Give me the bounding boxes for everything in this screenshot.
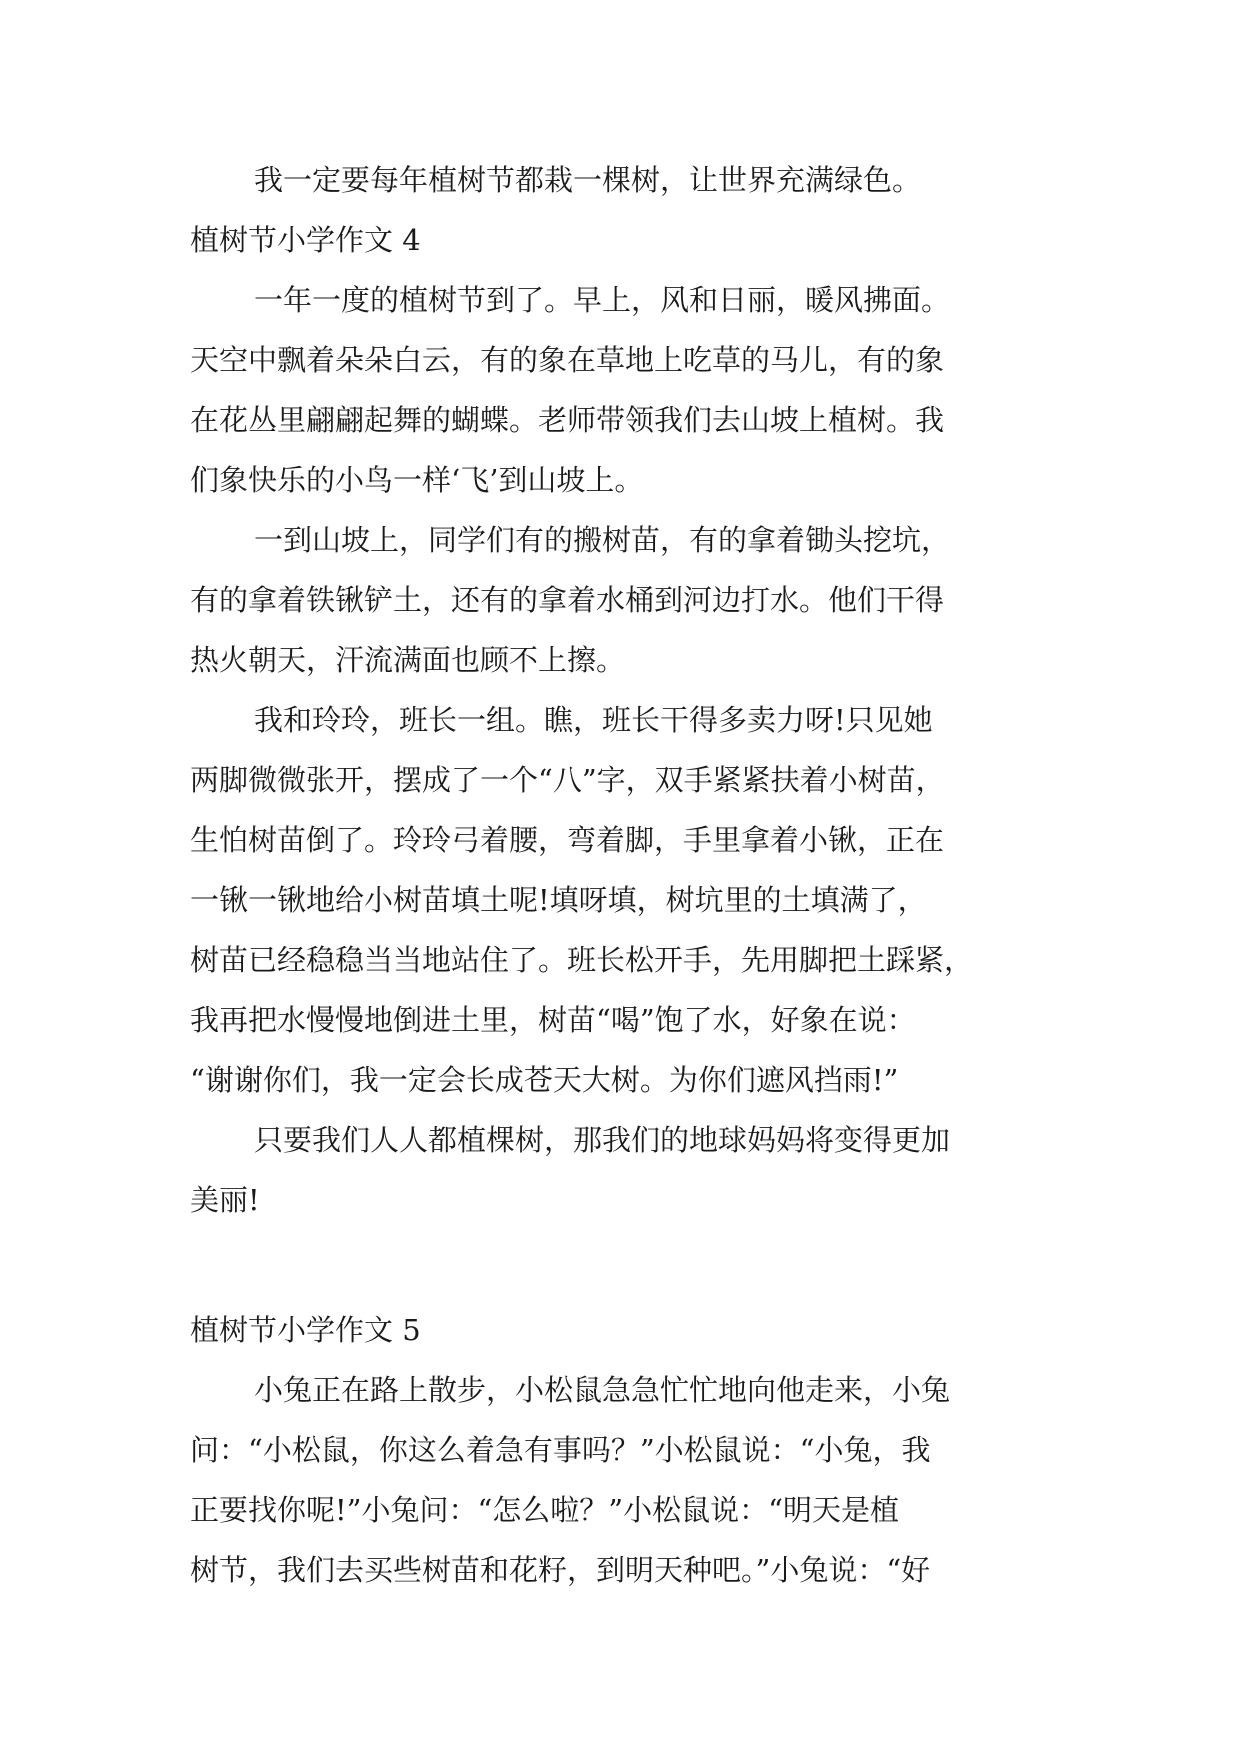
paragraph-line: 正要找你呢!”小兔问：“怎么啦？”小松鼠说：“明天是植 [190, 1493, 899, 1527]
paragraph-line: “谢谢你们，我一定会长成苍天大树。为你们遮风挡雨!” [190, 1063, 899, 1097]
paragraph-line: 我和玲玲，班长一组。瞧，班长干得多卖力呀!只见她 [254, 703, 933, 737]
paragraph [190, 270, 1060, 510]
paragraph-line: 天空中飘着朵朵白云，有的象在草地上吃草的马儿，有的象 [190, 343, 945, 377]
paragraph [190, 510, 1060, 690]
paragraph-line: 一年一度的植树节到了。早上，风和日丽，暖风拂面。 [254, 283, 951, 317]
paragraph-line: 生怕树苗倒了。玲玲弓着腰，弯着脚，手里拿着小锹，正在 [190, 823, 945, 857]
paragraph-line: 我再把水慢慢地倒进土里，树苗“喝”饱了水，好象在说： [190, 1003, 916, 1037]
paragraph-line: 只要我们人人都植棵树，那我们的地球妈妈将变得更加 [254, 1123, 951, 1157]
paragraph-line: 们象快乐的小鸟一样‘飞’到山坡上。 [190, 463, 644, 497]
essay-title: 植树节小学作文 5 [190, 1313, 421, 1347]
paragraph [190, 690, 1060, 1110]
section-spacer [190, 1230, 1060, 1300]
essay5 [190, 1300, 1060, 1600]
paragraph-line: 树节，我们去买些树苗和花籽，到明天种吧。”小兔说：“好 [190, 1553, 931, 1587]
paragraph-line: 两脚微微张开，摆成了一个“八”字，双手紧紧扶着小树苗， [190, 763, 945, 797]
paragraph-line: 我一定要每年植树节都栽一棵树，让世界充满绿色。 [254, 163, 922, 197]
paragraph-line: 一到山坡上，同学们有的搬树苗，有的拿着锄头挖坑， [254, 523, 951, 557]
paragraph [190, 1110, 1060, 1230]
essay3-tail [190, 150, 1060, 210]
paragraph-line: 在花丛里翩翩起舞的蝴蝶。老师带领我们去山坡上植树。我 [190, 403, 945, 437]
paragraph [190, 1360, 1060, 1600]
paragraph-line: 美丽! [190, 1183, 260, 1217]
paragraph-line: 问：“小松鼠，你这么着急有事吗？”小松鼠说：“小兔，我 [190, 1433, 931, 1467]
paragraph-line: 有的拿着铁锹铲土，还有的拿着水桶到河边打水。他们干得 [190, 583, 945, 617]
paragraph-line: 热火朝天，汗流满面也顾不上擦。 [190, 643, 626, 677]
document-page [190, 150, 1060, 1600]
paragraph-line: 一锹一锹地给小树苗填土呢!填呀填，树坑里的土填满了， [190, 883, 927, 917]
paragraph-line: 树苗已经稳稳当当地站住了。班长松开手，先用脚把土踩紧， [190, 943, 974, 977]
essay4 [190, 210, 1060, 1230]
essay-title: 植树节小学作文 4 [190, 223, 421, 257]
paragraph-line: 小兔正在路上散步，小松鼠急急忙忙地向他走来，小兔 [254, 1373, 951, 1407]
